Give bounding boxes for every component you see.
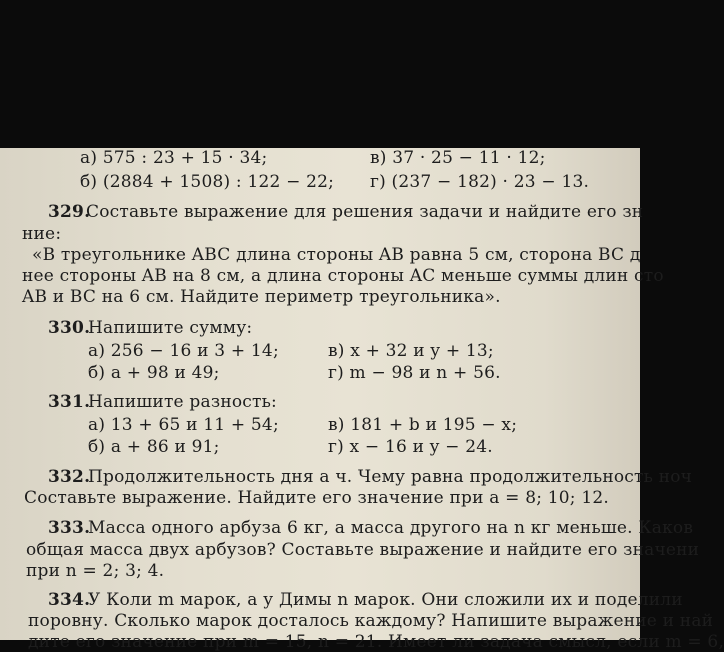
textbook-page: [0, 148, 724, 652]
problem-329-line5: AB и BC на 6 см. Найдите периметр треугольника».: [22, 287, 501, 307]
problem-334-line2: поровну. Сколько марок досталось каждому? Напишите выражение и най: [28, 611, 714, 631]
exercise-328a: а) 575 : 23 + 15 · 34;: [80, 148, 268, 168]
problem-330v: в) x + 32 и y + 13;: [328, 341, 494, 361]
problem-333-line3: при n = 2; 3; 4.: [26, 561, 165, 581]
problem-329-line2: ние:: [22, 224, 62, 244]
problem-332-number: 332.: [48, 467, 91, 487]
problem-330g: г) m − 98 и n + 56.: [328, 363, 501, 383]
problem-333-line1: Масса одного арбуза 6 кг, а масса другого на n кг меньше. Каков: [88, 518, 694, 538]
problem-329-line3: «В треугольнике ABC длина стороны AB равна 5 см, сторона BC д: [32, 245, 641, 265]
problem-331a: а) 13 + 65 и 11 + 54;: [88, 415, 279, 435]
problem-330b: б) a + 98 и 49;: [88, 363, 220, 383]
problem-331v: в) 181 + b и 195 − x;: [328, 415, 518, 435]
problem-334-number: 334.: [48, 590, 91, 610]
problem-330-title: Напишите сумму:: [88, 318, 253, 338]
problem-332-line1: Продолжительность дня a ч. Чему равна продолжительность ноч: [88, 467, 693, 487]
problem-330a: а) 256 − 16 и 3 + 14;: [88, 341, 279, 361]
problem-333-line2: общая масса двух арбузов? Составьте выражение и найдите его значени: [26, 540, 700, 560]
exercise-328v: в) 37 · 25 − 11 · 12;: [370, 148, 546, 168]
exercise-328g: г) (237 − 182) · 23 − 13.: [370, 172, 590, 192]
problem-334-line3: дите его значение при m = 15, n = 21. Имеет ли задача смысл, если m = 6,: [28, 632, 724, 652]
exercise-328b: б) (2884 + 1508) : 122 − 22;: [80, 172, 335, 192]
problem-331g: г) x − 16 и y − 24.: [328, 437, 493, 457]
problem-334-line1: У Коли m марок, а у Димы n марок. Они сложили их и поделили: [88, 590, 683, 610]
problem-329-line4: нее стороны AB на 8 см, а длина стороны AC меньше суммы длин сто: [22, 266, 664, 286]
problem-329-number: 329.: [48, 202, 91, 222]
problem-333-number: 333.: [48, 518, 91, 538]
problem-331-title: Напишите разность:: [88, 392, 277, 412]
problem-329-line1: Составьте выражение для решения задачи и найдите его зн: [86, 202, 644, 222]
problem-330-number: 330.: [48, 318, 91, 338]
problem-331-number: 331.: [48, 392, 91, 412]
problem-331b: б) a + 86 и 91;: [88, 437, 220, 457]
problem-332-line2: Составьте выражение. Найдите его значение при a = 8; 10; 12.: [24, 488, 609, 508]
